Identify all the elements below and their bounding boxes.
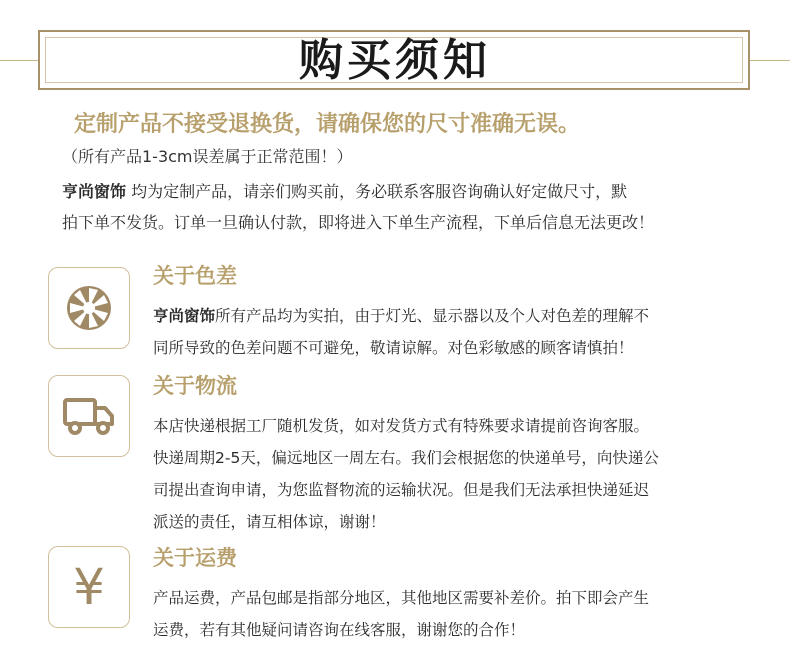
- no-return-warning: 定制产品不接受退换货，请确保您的尺寸准确无误。: [74, 112, 581, 137]
- section-body: [153, 582, 763, 646]
- section-color-difference: [0, 266, 790, 366]
- section-body: [153, 300, 763, 364]
- body-line-4: 派送的责任，请互相体谅，谢谢！: [153, 513, 386, 531]
- intro-line-1-text: 均为定制产品，请亲们购买前，务必联系客服咨询确认好定做尺寸，默: [131, 182, 628, 201]
- aperture-icon: [65, 284, 113, 332]
- brand-name: 亨尚窗饰: [62, 182, 127, 201]
- body-line-2: 快递周期2-5天，偏远地区一周左右。我们会根据您的快递单号，向快递公: [153, 449, 659, 467]
- body-line-1: 本店快递根据工厂随机发货，如对发货方式有特殊要求请提前咨询客服。: [153, 417, 650, 435]
- yen-icon: ¥: [73, 558, 105, 616]
- body-line-1-text: 所有产品均为实拍，由于灯光、显示器以及个人对色差的理解不: [215, 307, 650, 325]
- icon-frame: [48, 546, 130, 628]
- body-line-2: 运费，若有其他疑问请咨询在线客服，谢谢您的合作！: [153, 621, 526, 639]
- section-shipping-fee: [0, 546, 790, 646]
- body-line-3: 司提出查询申请，为您监督物流的运输状况。但是我们无法承担快递延迟: [153, 481, 650, 499]
- section-title: 关于运费: [153, 546, 237, 570]
- body-line-1: [153, 300, 763, 332]
- section-title: 关于物流: [153, 374, 237, 398]
- title-banner: [0, 20, 790, 100]
- intro-line-2: 拍下单不发货。订单一旦确认付款，即将进入下单生产流程，下单后信息无法更改！: [62, 213, 655, 232]
- intro-paragraph: [62, 176, 762, 238]
- section-logistics: [0, 376, 790, 536]
- body-line-1: 产品运费，产品包邮是指部分地区，其他地区需要补差价。拍下即会产生: [153, 589, 650, 607]
- icon-frame: [48, 267, 130, 349]
- section-body: [153, 410, 763, 538]
- truck-icon: [63, 396, 115, 436]
- body-line-2: 同所导致的色差问题不可避免，敬请谅解。对色彩敏感的顾客请慎拍！: [153, 339, 634, 357]
- icon-frame: [48, 375, 130, 457]
- intro-line-1: [62, 176, 762, 207]
- tolerance-note: （所有产品1-3cm误差属于正常范围！）: [62, 147, 353, 166]
- section-title: 关于色差: [153, 264, 237, 288]
- brand-name: 亨尚窗饰: [153, 307, 216, 325]
- page-title: 购买须知: [299, 35, 491, 86]
